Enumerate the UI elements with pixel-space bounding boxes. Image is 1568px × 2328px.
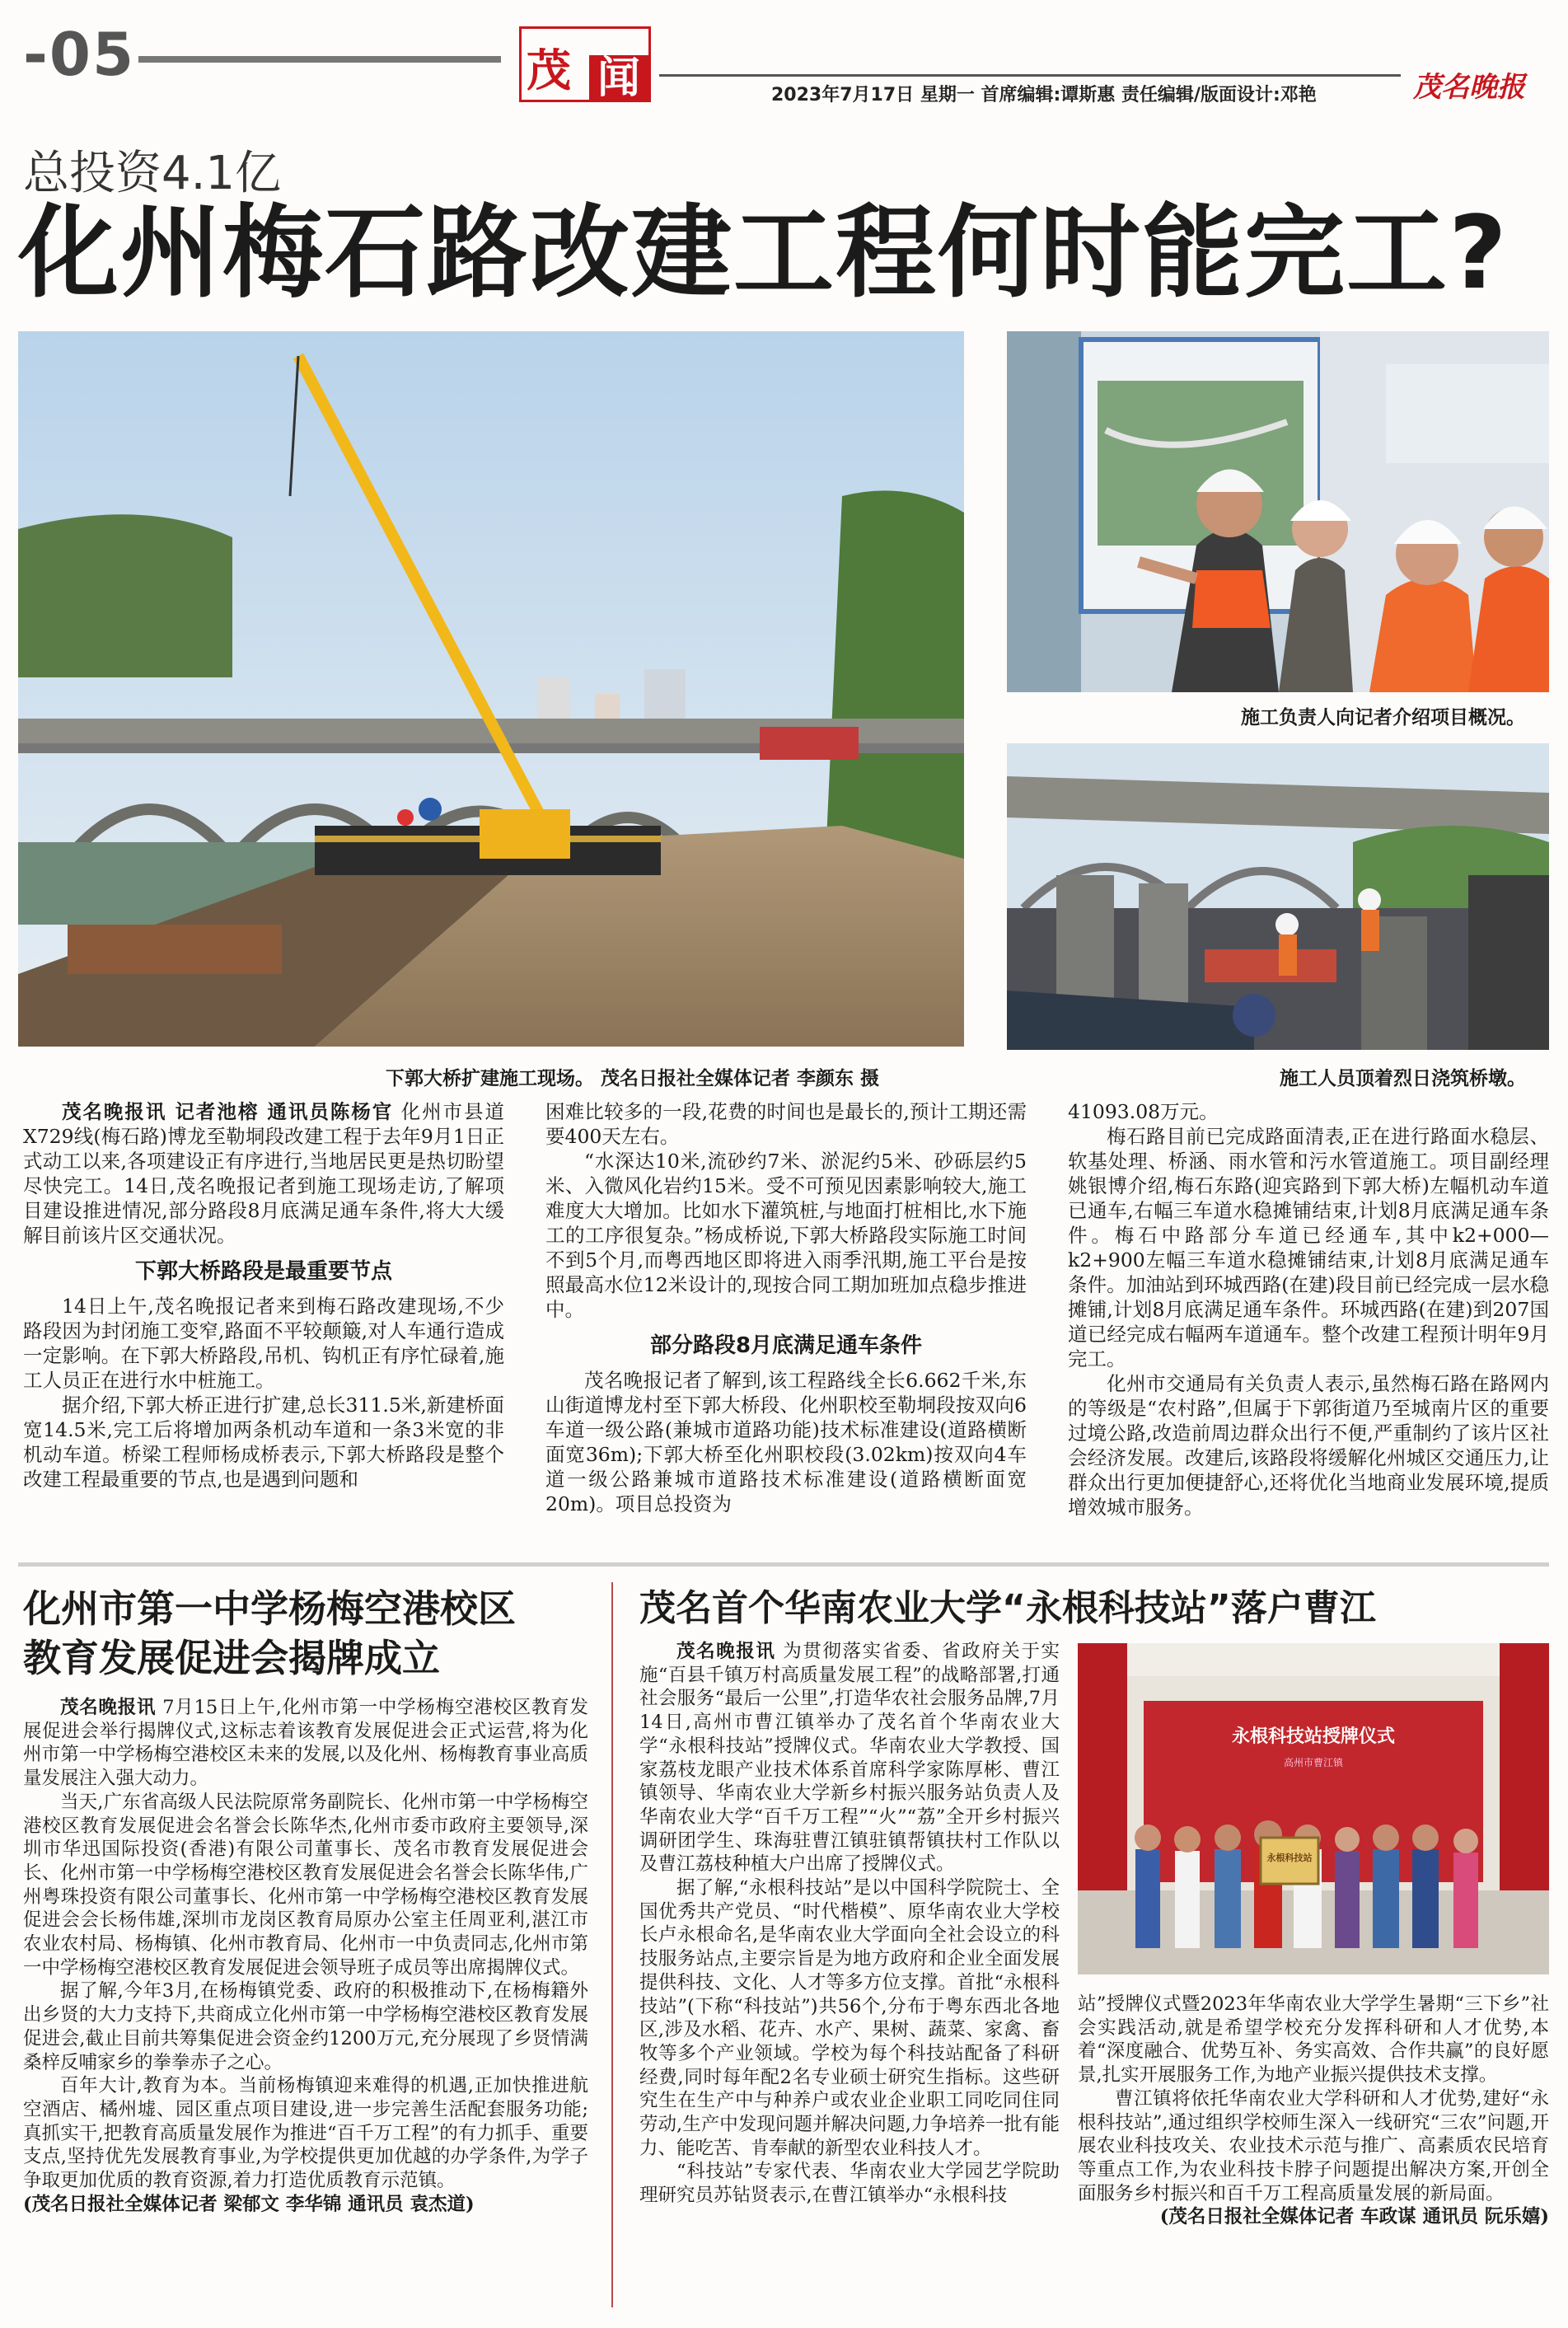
section-divider xyxy=(18,1562,1549,1567)
article2-title-line2: 教育发展促进会揭牌成立 xyxy=(23,1636,440,1680)
header-info: 2023年7月17日 星期一 首席编辑:谭斯惠 责任编辑/版面设计:邓艳 xyxy=(771,85,1317,105)
subhead-1: 下郭大桥路段是最重要节点 xyxy=(134,1259,392,1284)
article3-p3: “科技站”专家代表、华南农业大学园艺学院助理研究员苏钻贤表示,在曹江镇举办“永根科技 xyxy=(639,2161,1060,2207)
main-c2-p2: “水深达10米,流砂约7米、淤泥约5米、砂砾层约5米、入微风化岩约15米。受不可预见因素影响较大,施工难度大大增加。比如水下灌筑桩,与地面打桩相比,水下施工的工序很复杂。”杨成桥说,下郭大桥路段实际施工时间不到5个月,而粤西地区即将进入雨季汛期,施工平台是按照最高水位12米设计的,现按合同工期加班加点稳步推进中。 xyxy=(545,1150,1027,1321)
main-column-2 xyxy=(545,1099,1027,1516)
article2-title-line1: 化州市第一中学杨梅空港校区 xyxy=(23,1586,516,1631)
article3-credit: (茂名日报社全媒体记者 车政谋 通讯员 阮乐嬉) xyxy=(1159,2206,1549,2228)
main-c3-p2: 梅石路目前已完成路面清表,正在进行路面水稳层、软基处理、桥涵、雨水管和污水管道施工。项目副经理姚银博介绍,梅石东路(迎宾路到下郭大桥)左幅机动车道已通车,右幅三车道水稳摊铺结束,计划8月底满足通车条件。梅石中路部分车道已经通车,其中k2+000—k2+900左幅三车道水稳摊铺结束,计划8月底满足通车条件。加油站到环城西路(在建)段目前已经完成一层水稳摊铺,计划8月底满足通车条件。环城西路(在建)到207国道已经完成右幅两车道通车。整个改建工程预计明年9月完工。 xyxy=(1068,1125,1549,1370)
caption-briefing: 施工负责人向记者介绍项目概况。 xyxy=(1241,707,1525,728)
header-rule xyxy=(659,74,1401,77)
ceremony-banner-subtext: 高州市曹江镇 xyxy=(1283,1757,1343,1768)
subhead-2: 部分路段8月底满足通车条件 xyxy=(649,1333,923,1358)
main-c1-p3: 据介绍,下郭大桥正进行扩建,总长311.5米,新建桥面宽14.5米,完工后将增加两条机动车道和一条3米宽的非机动车道。桥梁工程师杨成桥表示,下郭大桥路段是整个改建工程最重要的节点,也是遇到问题和 xyxy=(23,1394,504,1491)
headline: 化州梅石路改建工程何时能完工? xyxy=(18,194,1509,311)
article2-byline: 茂名晚报讯 xyxy=(60,1697,157,1718)
main-c3-p3: 化州市交通局有关负责人表示,虽然梅石路在路网内的等级是“农村路”,但属于下郭街道乃至城南片区的重要过境公路,改造前周边群众出行不便,严重制约了该片区社会经济发展。改建后,该路段将缓解化州城区交通压力,让群众出行更加便捷舒心,还将优化当地商业发展环境,提质增效城市服务。 xyxy=(1068,1372,1549,1519)
photo-bridge-construction xyxy=(18,331,964,1047)
brand-logo: 茂名晚报 xyxy=(1413,71,1525,104)
article2-credit: (茂名日报社全媒体记者 梁郁文 李华锦 通讯员 袁杰道) xyxy=(23,2193,475,2215)
article3-byline: 茂名晚报讯 xyxy=(676,1641,776,1662)
section-logo xyxy=(519,26,651,102)
main-c2-p3: 茂名晚报记者了解到,该工程路线全长6.662千米,东山街道博龙村至下郭大桥段、化州职校至勒垌段按双向6车道一级公路(兼城市道路功能)技术标准建设(道路横断面宽36m);下郭大桥至化州职校段(3.02km)按双向4车道一级公路兼城市道路技术标准建设(道路横断面宽20m)。项目总投资为 xyxy=(545,1369,1027,1515)
article3-title: 茂名首个华南农业大学“永根科技站”落户曹江 xyxy=(639,1587,1376,1629)
subtitle: 总投资4.1亿 xyxy=(23,147,282,200)
article2-body xyxy=(23,1696,588,2216)
main-lead: 化州市县道X729线(梅石路)博龙至勒垌段改建工程于去年9月1日正式动工以来,各项建设正有序进行,当地居民更是热切盼望尽快完工。14日,茂名晚报记者到施工现场走访,了解项目建设推进情况,部分路段8月底满足通车条件,将大大缓解目前该片区交通状况。 xyxy=(23,1100,504,1247)
photo-pouring-piers xyxy=(1007,743,1549,1050)
caption-bridge: 下郭大桥扩建施工现场。 茂名日报社全媒体记者 李颜东 摄 xyxy=(386,1068,880,1089)
article2-p3: 据了解,今年3月,在杨梅镇党委、政府的积极推动下,在杨梅籍外出乡贤的大力支持下,共商成立化州市第一中学杨梅空港校区教育发展促进会,截止目前共筹集促进会资金约1200万元,充分展现了乡贤情满桑梓反哺家乡的拳拳赤子之心。 xyxy=(23,1980,588,2073)
masthead-rule xyxy=(138,56,501,63)
main-c2-p1: 困难比较多的一段,花费的时间也是最长的,预计工期还需要400天左右。 xyxy=(545,1100,1027,1148)
section-char-1: 茂 xyxy=(527,44,571,96)
caption-pouring: 施工人员顶着烈日浇筑桥墩。 xyxy=(1280,1068,1526,1089)
article2-lead: 7月15日上午,化州市第一中学杨梅空港校区教育发展促进会举行揭牌仪式,这标志着该教育发展促进会正式运营,将为化州市第一中学杨梅空港校区未来的发展,以及化州、杨梅教育事业高质量发展注入强大动力。 xyxy=(23,1697,588,1790)
article3-lead: 为贯彻落实省委、省政府关于实施“百县千镇万村高质量发展工程”的战略部署,打通社会服务“最后一公里”,打造华农社会服务品牌,7月14日,高州市曹江镇举办了茂名首个华南农业大学“永根科技站”授牌仪式。华南农业大学教授、国家荔枝龙眼产业技术体系首席科学家陈厚彬、曹江镇领导、华南农业大学新乡村振兴服务站负责人及华南农业大学“百千万工程”“火”“荔”全开乡村振兴调研团学生、珠海驻曹江镇驻镇帮镇扶村工作队以及曹江荔枝种植大户出席了授牌仪式。 xyxy=(639,1641,1060,1876)
article3-p4: 站”授牌仪式暨2023年华南农业大学学生暑期“三下乡”社会实践活动,就是希望学校充分发挥科研和人才优势,本着“深度融合、优势互补、务实高效、合作共赢”的良好愿景,扎实开展服务工作,为地产业振兴提供技术支撑。 xyxy=(1078,1993,1549,2087)
main-column-3 xyxy=(1068,1099,1549,1520)
ceremony-banner-text: 永根科技站授牌仪式 xyxy=(1231,1726,1395,1747)
column-divider xyxy=(611,1582,613,2307)
section-char-2: 闻 xyxy=(589,55,648,101)
article3-p2: 据了解,“永根科技站”是以中国科学院院士、全国优秀共产党员、“时代楷模”、原华南农业大学校长卢永根命名,是华南农业大学面向全社会设立的科技服务站点,主要宗旨是为地方政府和企业全面发展提供科技、文化、人才等多方位支撑。首批“永根科技站”(下称“科技站”)共56个,分布于粤东西北各地区,涉及水稻、花卉、水产、果树、蔬菜、家禽、畜牧等多个产业领域。学校为每个科技站配备了科研经费,同时每年配2名专业硕士研究生指标。这些研究生在生产中与种养户或农业企业职工同吃同住同劳动,生产中发现问题并解决问题,力争培养一批有能力、能吃苦、肯奉献的新型农业科技人才。 xyxy=(639,1877,1060,2159)
article3-p5: 曹江镇将依托华南农业大学科研和人才优势,建好“永根科技站”,通过组织学校师生深入一线研究“三农”问题,开展农业科技攻关、农业技术示范与推广、高素质农民培育等重点工作,为农业科技卡脖子问题提出解决方案,开创全面服务乡村振兴和百千万工程高质量发展的新局面。 xyxy=(1078,2087,1549,2204)
main-byline: 茂名晚报讯 记者池榕 通讯员陈杨官 xyxy=(62,1100,394,1123)
article3-body-left xyxy=(639,1640,1060,2208)
main-column-1 xyxy=(23,1099,504,1492)
main-c1-p2: 14日上午,茂名晚报记者来到梅石路改建现场,不少路段因为封闭施工变窄,路面不平较颠簸,对人车通行造成一定影响。在下郭大桥路段,吊机、钩机正有序忙碌着,施工人员正在进行水中桩施工。 xyxy=(23,1295,504,1392)
main-c3-p1: 41093.08万元。 xyxy=(1068,1100,1219,1123)
article2-p2: 当天,广东省高级人民法院原常务副院长、化州市第一中学杨梅空港校区教育发展促进会名誉会长陈华杰,化州市委市政府主要领导,深圳市华迅国际投资(香港)有限公司董事长、茂名市教育发展促进会长、化州市第一中学杨梅空港校区教育发展促进会名誉会长陈华伟,广州粤珠投资有限公司董事长、化州市第一中学杨梅空港校区教育发展促进会会长杨伟雄,深圳市龙岗区教育局原办公室主任周亚利,湛江市农业农村局、杨梅镇、化州市教育局、化州市一中负责同志,化州市第一中学杨梅空港校区教育发展促进会领导班子成员等出席揭牌仪式。 xyxy=(23,1791,588,1979)
ceremony-plaque-text: 永根科技站 xyxy=(1266,1853,1313,1863)
article3-body-right xyxy=(1078,1993,1549,2229)
photo-ceremony xyxy=(1078,1643,1549,1974)
article2-p4: 百年大计,教育为本。当前杨梅镇迎来难得的机遇,正加快推进航空酒店、橘州墟、园区重点项目建设,进一步完善生活配套服务功能;真抓实干,把教育高质量发展作为推进“百千万工程”的有力抓手、重要支点,坚持优先发展教育事业,为学校提供更加优越的办学条件,为学子争取更加优质的教育资源,着力打造优质教育示范镇。 xyxy=(23,2075,588,2192)
photo-project-briefing xyxy=(1007,331,1549,692)
page-number: -05 xyxy=(23,20,136,89)
